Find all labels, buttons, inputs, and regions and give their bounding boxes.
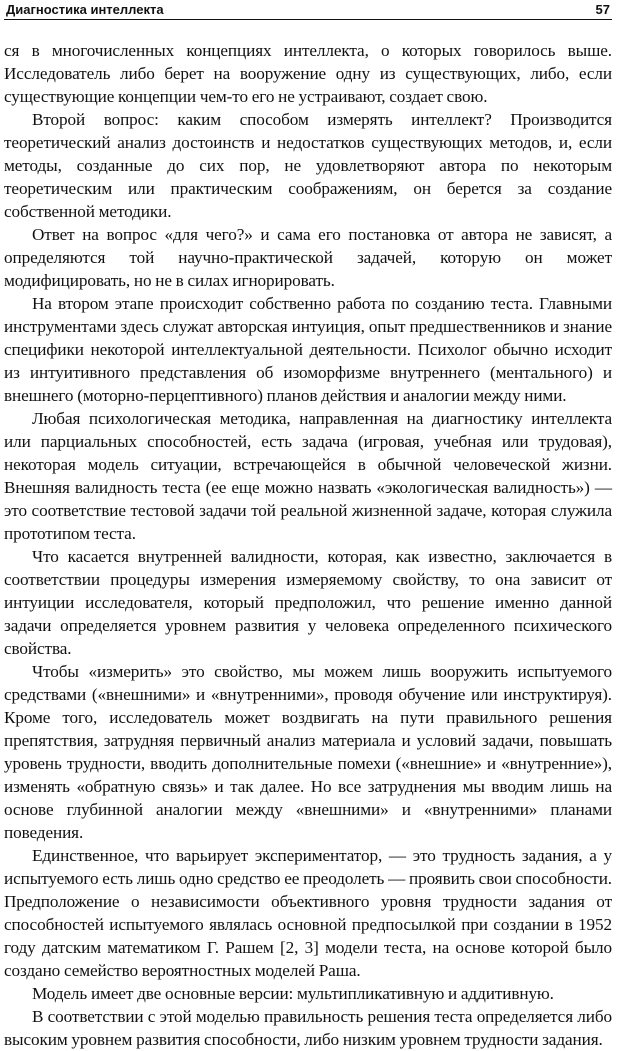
paragraph: В соответствии с этой моделью правильность решения теста определяется либо высоким уровнем развития способности, либо низким уровнем трудности задания. (4, 1007, 612, 1049)
paragraph: Модель имеет две основные версии: мультипликативную и аддитивную. (32, 984, 554, 1003)
paragraph: Ответ на вопрос «для чего?» и сама его постановка от автора не зависят, а определяются той научно-практической задачей, которую он может модифицировать, но не в силах игнорировать. (4, 225, 612, 290)
paragraph: Единственное, что варьирует экспериментатор, — это трудность задания, а у испытуемого есть лишь одно средство ее преодолеть — проявить свои способности. Предположение о независимости объективного уровня трудности задания от способностей испытуемого являлась основной предпосылкой при создании в 1952 году датским математиком Г. Рашем [2, 3] модели теста, на основе которой было создано семейство вероятностных моделей Раша. (4, 846, 612, 980)
body-text (4, 39, 612, 1051)
paragraph: ся в многочисленных концепциях интеллекта, о которых говорилось выше. Исследователь либо берет на вооружение одну из существующих, либо, если существующие концепции чем-то его не устраивают, создает свою. (4, 41, 612, 106)
paragraph: Любая психологическая методика, направленная на диагностику интеллекта или парциальных способностей, есть задача (игровая, учебная или трудовая), некоторая модель ситуации, встречающейся в обычной человеческой жизни. Внешняя валидность теста (ее еще можно назвать «экологическая валидность») — это соответствие тестовой задачи той реальной жизненной задаче, которая служила прототипом теста. (4, 409, 612, 543)
paragraph: На втором этапе происходит собственно работа по созданию теста. Главными инструментами здесь служат авторская интуиция, опыт предшественников и знание специфики некоторой интеллектуальной деятельности. Психолог обычно исходит из интуитивного представления об изоморфизме внутреннего (ментального) и внешнего (моторно-перцептивного) планов действия и аналогии между ними. (4, 294, 612, 405)
paragraph: Что касается внутренней валидности, которая, как известно, заключается в соответствии процедуры измерения измеряемому свойству, то она зависит от интуиции исследователя, который предположил, что решение именно данной задачи определяется уровнем развития у человека определенного психического свойства. (4, 547, 612, 658)
paragraph: Второй вопрос: каким способом измерять интеллект? Производится теоретический анализ достоинств и недостатков существующих методов, и, если методы, созданные до сих пор, не удовлетворяют автора по некоторым теоретическим или практическим соображениям, он берется за создание собственной методики. (4, 110, 612, 221)
paragraph: Чтобы «измерить» это свойство, мы можем лишь вооружить испытуемого средствами («внешними» и «внутренними», проводя обучение или инструктируя). Кроме того, исследователь может воздвигать на пути правильного решения препятствия, затрудняя первичный анализ материала и условий задачи, повышать уровень трудности, вводить дополнительные помехи («внешние» и «внутренние»), изменять «обратную связь» и так далее. Но все затруднения мы вводим лишь на основе глубинной аналогии между «внешними» и «внутренними» планами поведения. (4, 662, 612, 842)
running-head (4, 0, 612, 20)
running-title: Диагностика интеллекта (6, 2, 164, 17)
page-number: 57 (595, 2, 610, 17)
